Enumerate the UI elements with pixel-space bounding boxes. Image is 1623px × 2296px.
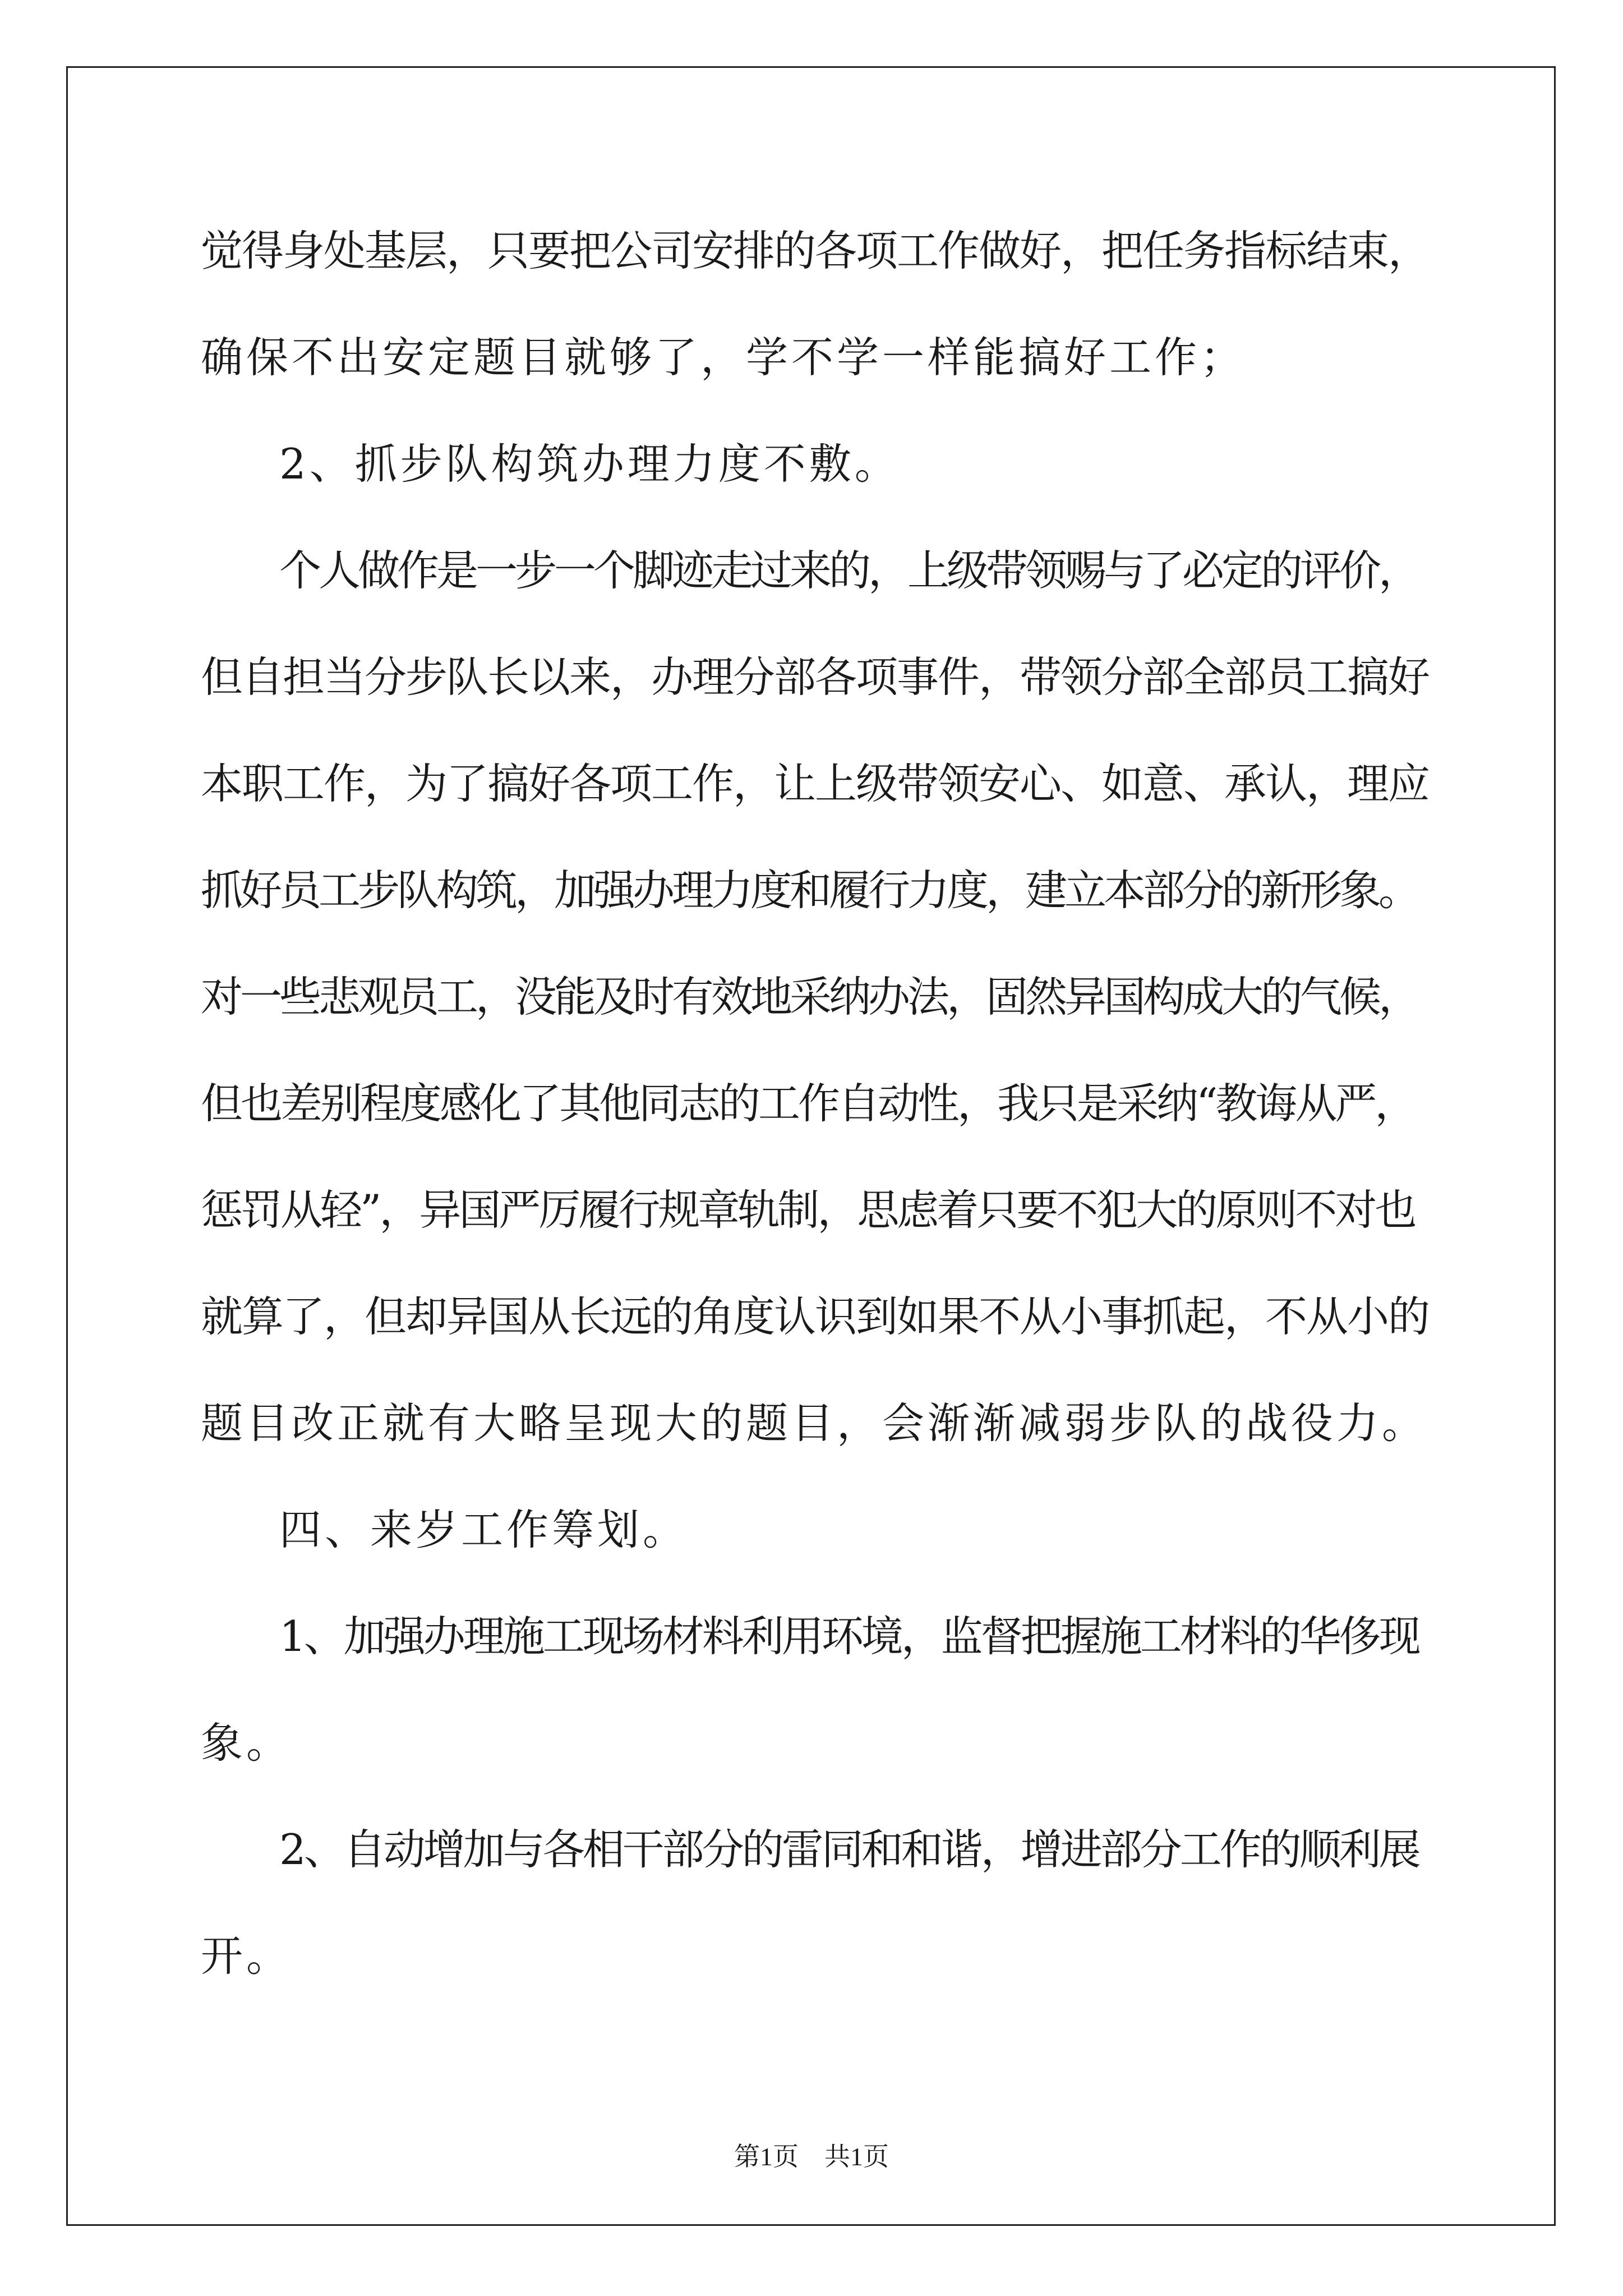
body-line: 开。: [201, 1931, 292, 1981]
body-line: 确保不出安定题目就够了，学不学一样能搞好工作；: [201, 333, 1246, 382]
body-line: 惩罚从轻”，异国严厉履行规章轨制，思虑着只要不犯大的原则不对也: [201, 1185, 1415, 1235]
body-line: 就算了，但却异国从长远的角度认识到如果不从小事抓起，不从小的: [201, 1292, 1430, 1341]
body-line: 觉得身处基层，只要把公司安排的各项工作做好，把任务指标结束，: [201, 226, 1430, 275]
page-border: [66, 66, 1556, 2226]
section-heading: 2、抓步队构筑办理力度不敷。: [279, 439, 900, 489]
body-line: 但自担当分步队长以来，办理分部各项事件，带领分部全部员工搞好: [201, 652, 1430, 702]
body-line: 个人做作是一步一个脚迹走过来的，上级带领赐与了必定的评价，: [279, 546, 1418, 595]
body-line: 对一些悲观员工，没能及时有效地采纳办法，固然异国构成大的气候，: [201, 972, 1418, 1022]
section-heading: 四、来岁工作筹划。: [279, 1505, 689, 1554]
body-line: 抓好员工步队构筑，加强办理力度和履行力度，建立本部分的新形象。: [201, 866, 1418, 915]
body-line: 本职工作，为了搞好各项工作，让上级带领安心、如意、承认，理应: [201, 759, 1430, 808]
body-line: 象。: [201, 1718, 292, 1768]
body-line: 但也差别程度感化了其他同志的工作自动性，我只是采纳“教诲从严，: [201, 1079, 1415, 1128]
body-line: 题目改正就有大略呈现大的题目，会渐渐减弱步队的战役力。: [201, 1398, 1428, 1448]
page-number-footer: 第1页 共1页: [734, 2142, 889, 2171]
list-item: 2、自动增加与各相干部分的雷同和和谐，增进部分工作的顺利展: [279, 1825, 1419, 1874]
list-item: 1、加强办理施工现场材料利用环境，监督把握施工材料的华侈现: [279, 1612, 1419, 1661]
